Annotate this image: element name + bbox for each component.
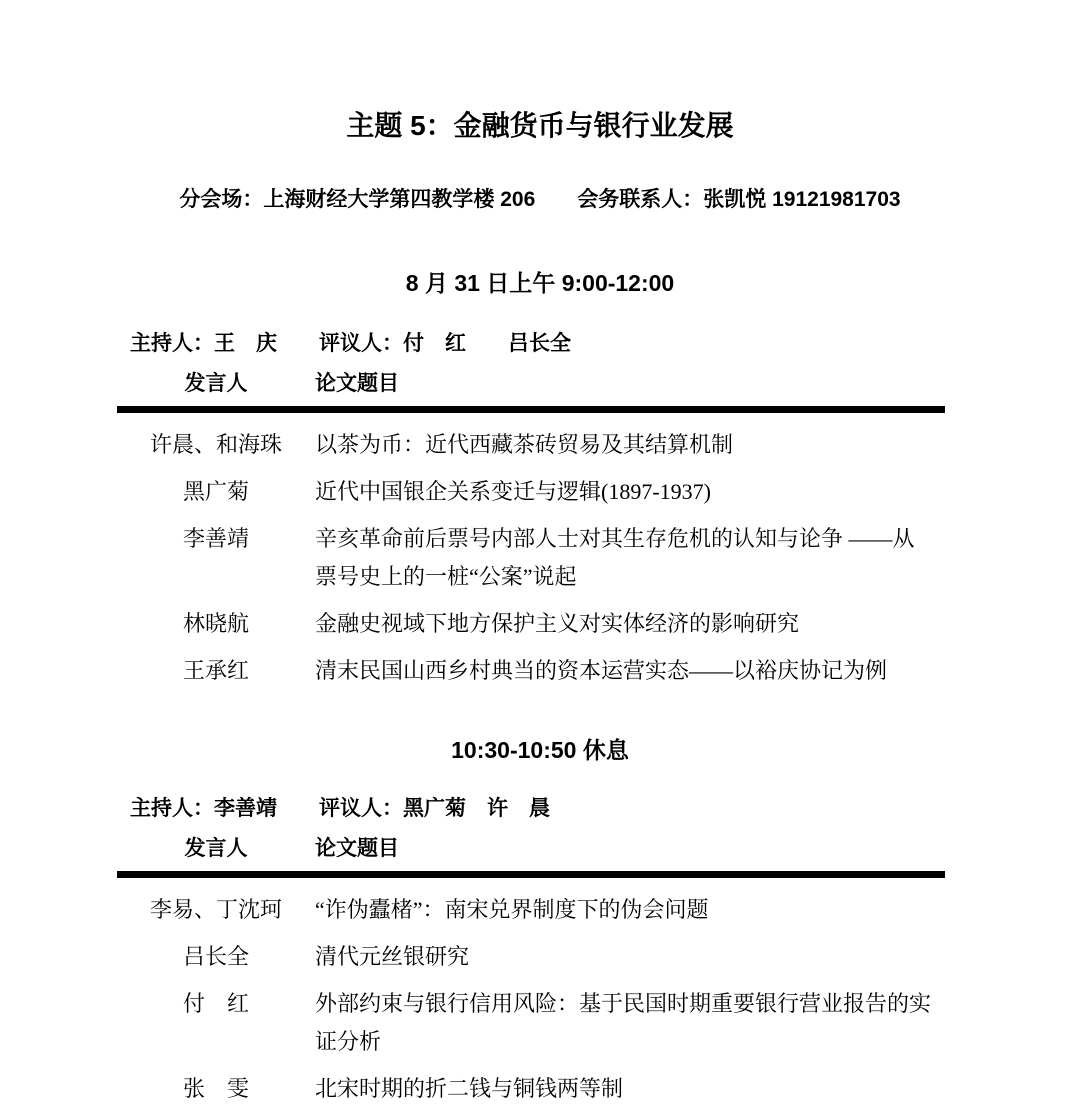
table-header-rule <box>117 406 945 413</box>
speaker-column-header: 发言人 <box>184 837 248 860</box>
table-header-rule <box>117 871 945 878</box>
table-row <box>117 652 945 690</box>
speaker-cell: 李善靖 <box>182 526 249 551</box>
speaker-cell: 王承红 <box>182 658 249 683</box>
session-2-table-header <box>117 833 945 865</box>
paper-title-cell: 金融史视域下地方保护主义对实体经济的影响研究 <box>315 611 800 636</box>
table-row <box>117 891 945 929</box>
session-2-chair-line: 主持人：李善靖 评议人：黑广菊 许 晨 <box>130 797 550 820</box>
paper-title-column-header: 论文题目 <box>315 837 399 860</box>
paper-title-column-header: 论文题目 <box>315 372 399 395</box>
speaker-cell: 李易、丁沈珂 <box>149 897 282 922</box>
session-2 <box>0 793 1080 1108</box>
paper-title-cell: “诈伪蠹楮”：南宋兑界制度下的伪会问题 <box>315 897 709 922</box>
table-row <box>117 520 945 596</box>
session-1-rows <box>117 426 945 690</box>
table-row <box>117 426 945 464</box>
table-row <box>117 473 945 511</box>
speaker-cell: 黑广菊 <box>182 479 249 504</box>
break-heading: 10:30-10:50 休息 <box>451 737 629 763</box>
speaker-cell: 吕长全 <box>182 944 249 969</box>
speaker-cell: 张 雯 <box>182 1076 249 1101</box>
paper-title-cell: 近代中国银企关系变迁与逻辑(1897-1937) <box>315 479 711 504</box>
session-1-table-header <box>117 368 945 400</box>
speaker-cell: 付 红 <box>182 991 249 1016</box>
table-row <box>117 938 945 976</box>
speaker-cell: 许晨、和海珠 <box>149 432 282 457</box>
session-1 <box>0 328 1080 690</box>
session-time-heading: 8 月 31 日上午 9:00-12:00 <box>405 270 675 296</box>
table-row <box>117 1070 945 1108</box>
paper-title-cell: 清末民国山西乡村典当的资本运营实态——以裕庆协记为例 <box>315 658 888 683</box>
session-2-rows <box>117 891 945 1108</box>
paper-title-cell: 外部约束与银行信用风险：基于民国时期重要银行营业报告的实证分析 <box>315 991 932 1054</box>
table-row <box>117 605 945 643</box>
paper-title-cell: 辛亥革命前后票号内部人士对其生存危机的认知与论争 ——从票号史上的一桩“公案”说起 <box>315 526 915 589</box>
speaker-cell: 林晓航 <box>182 611 249 636</box>
session-1-chair-line: 主持人：王 庆 评议人：付 红 吕长全 <box>130 332 571 355</box>
page-title: 主题 5：金融货币与银行业发展 <box>346 110 734 141</box>
table-row <box>117 985 945 1061</box>
paper-title-cell: 以茶为币：近代西藏茶砖贸易及其结算机制 <box>315 432 734 457</box>
speaker-column-header: 发言人 <box>184 372 248 395</box>
paper-title-cell: 北宋时期的折二钱与铜钱两等制 <box>315 1076 624 1101</box>
venue-contact-line: 分会场：上海财经大学第四教学楼 206 会务联系人：张凯悦 19121981703 <box>179 188 901 211</box>
paper-title-cell: 清代元丝银研究 <box>315 944 470 969</box>
